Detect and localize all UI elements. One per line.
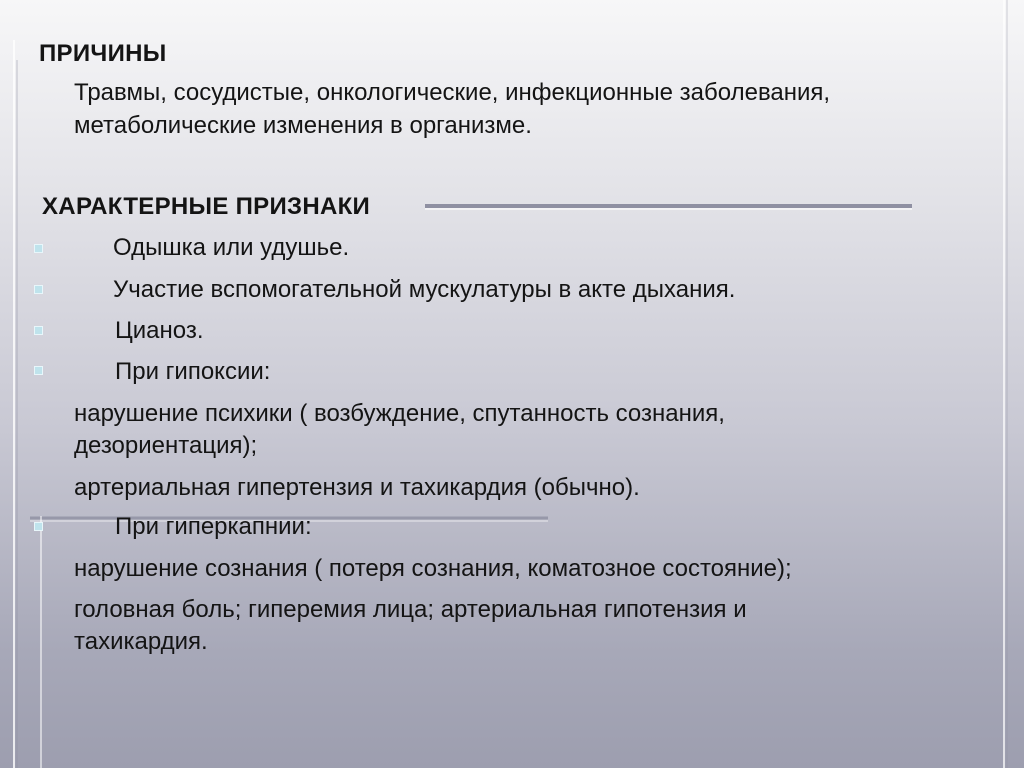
list-item: Одышка или удушье. bbox=[113, 234, 350, 261]
causes-line-2: метаболические изменения в организме. bbox=[74, 112, 532, 139]
bullet-icon bbox=[34, 522, 43, 531]
causes-line-1: Травмы, сосудистые, онкологические, инфекционные заболевания, bbox=[74, 79, 831, 106]
list-item: Участие вспомогательной мускулатуры в акте дыхания. bbox=[113, 276, 736, 303]
list-item: При гиперкапнии: bbox=[115, 513, 312, 540]
hypoxia-detail-line-3: артериальная гипертензия и тахикардия (обычно). bbox=[74, 474, 640, 501]
hypoxia-detail-line-1: нарушение психики ( возбуждение, спутанность сознания, bbox=[74, 400, 725, 427]
list-item: При гипоксии: bbox=[115, 358, 271, 385]
bullet-icon bbox=[34, 366, 43, 375]
list-item: Цианоз. bbox=[115, 317, 204, 344]
hypoxia-detail-line-2: дезориентация); bbox=[74, 432, 258, 459]
signs-heading: ХАРАКТЕРНЫЕ ПРИЗНАКИ bbox=[42, 193, 371, 220]
hypercapnia-detail-line-1: нарушение сознания ( потеря сознания, коматозное состояние); bbox=[74, 555, 792, 582]
bullet-icon bbox=[34, 326, 43, 335]
hypercapnia-detail-line-2: головная боль; гиперемия лица; артериальная гипотензия и bbox=[74, 596, 747, 623]
bullet-icon bbox=[34, 285, 43, 294]
causes-heading: ПРИЧИНЫ bbox=[39, 40, 167, 67]
bullet-icon bbox=[34, 244, 43, 253]
hypercapnia-detail-line-3: тахикардия. bbox=[74, 628, 208, 655]
